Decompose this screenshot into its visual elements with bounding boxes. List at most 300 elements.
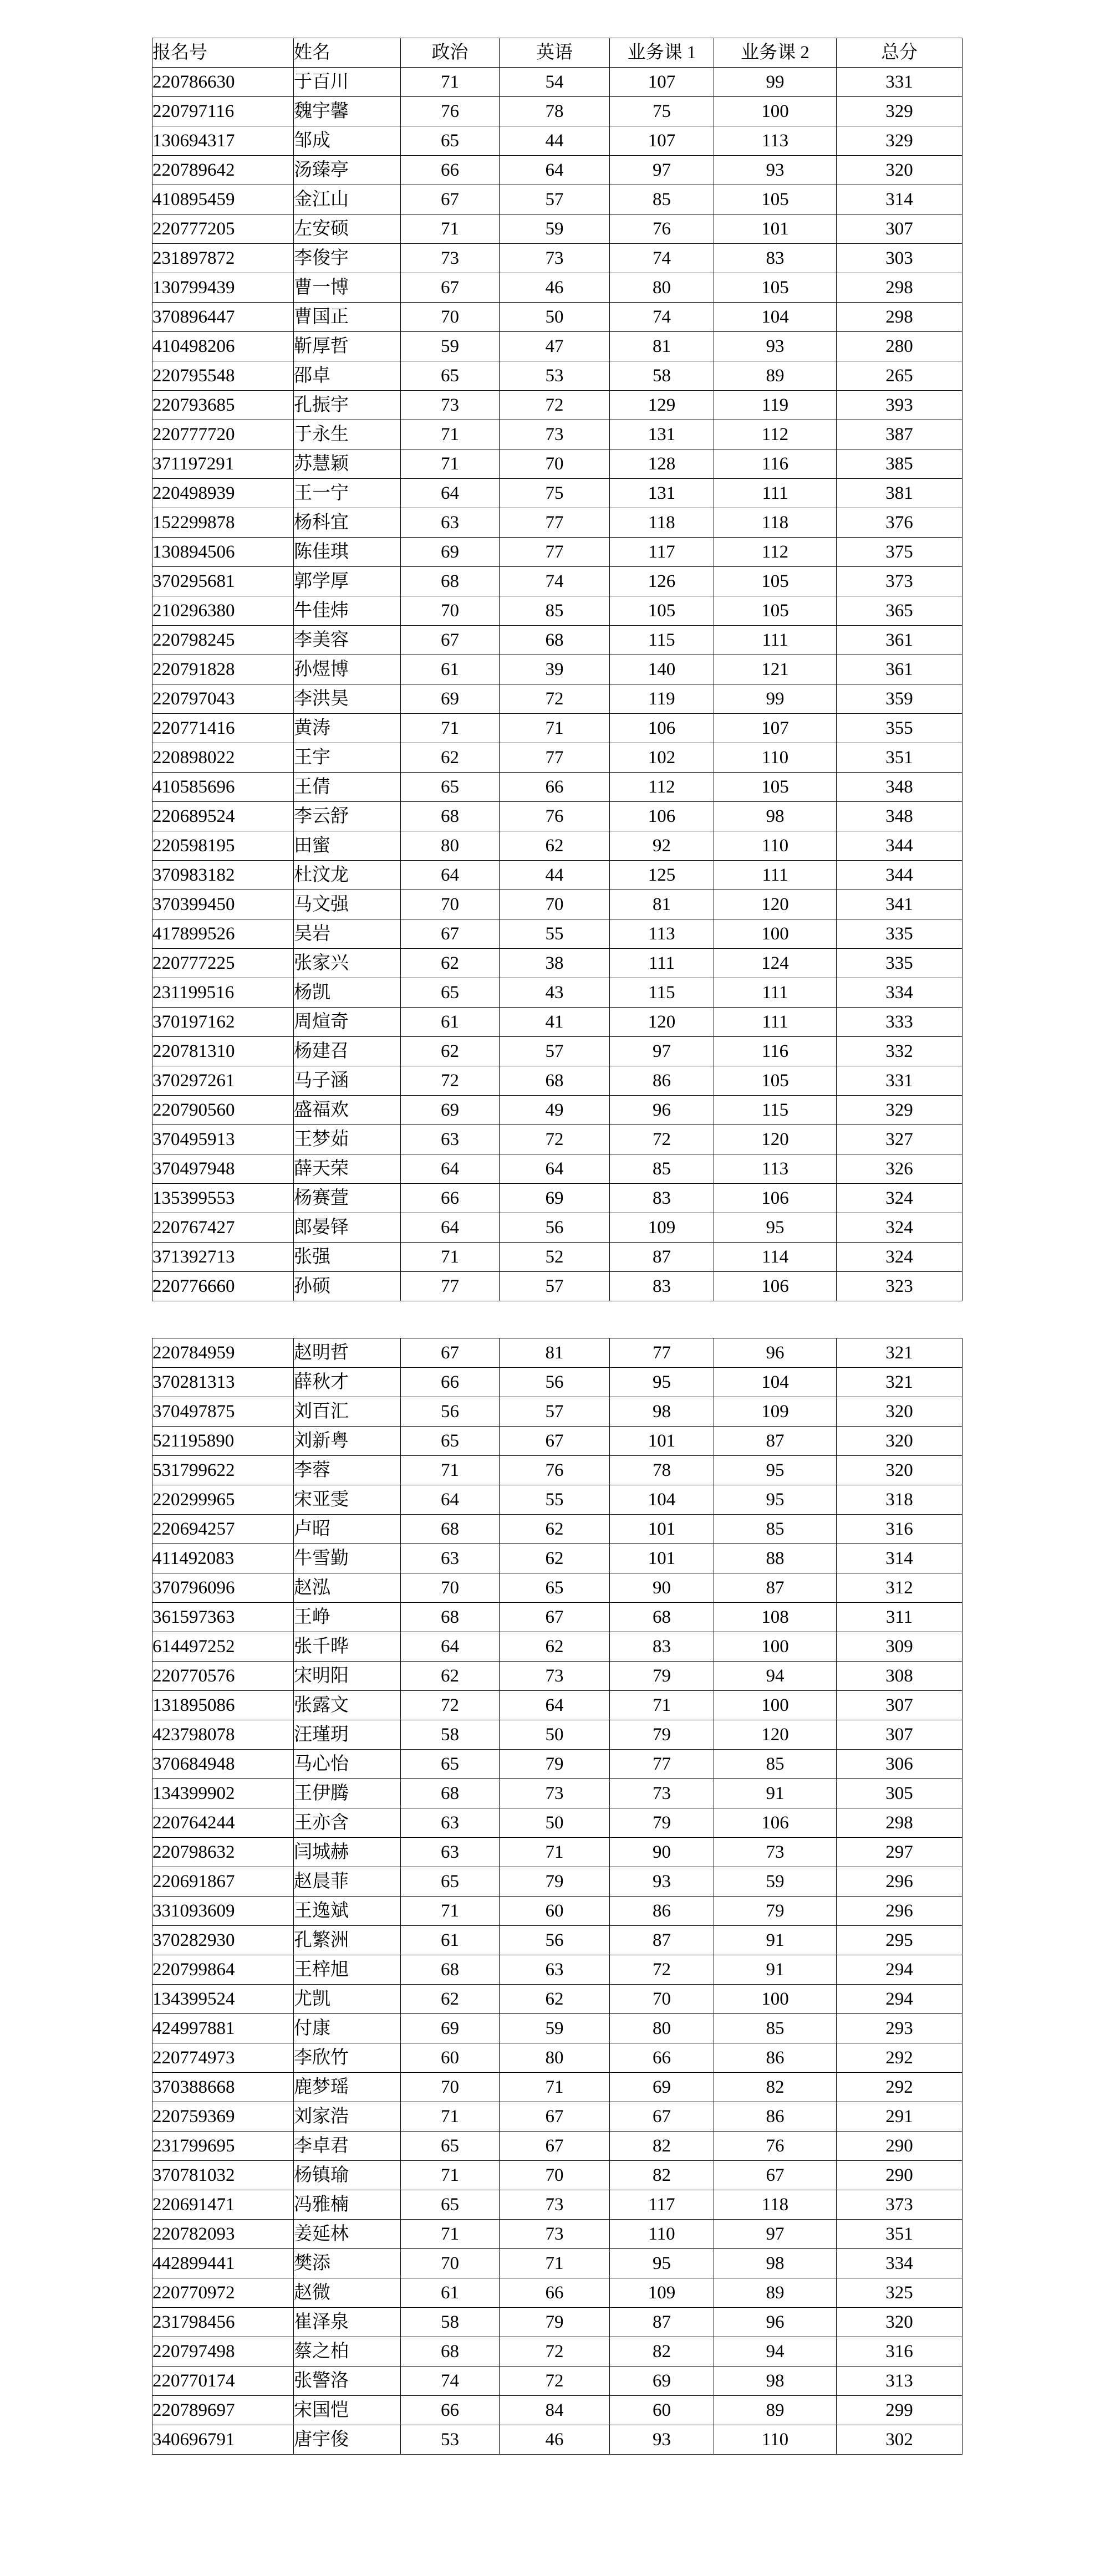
cell-course1: 82 xyxy=(610,2337,714,2367)
cell-politics: 63 xyxy=(401,1838,500,1867)
cell-politics: 65 xyxy=(401,1867,500,1897)
table-row xyxy=(152,508,962,538)
cell-course2: 91 xyxy=(714,1779,837,1808)
cell-course2: 97 xyxy=(714,2220,837,2249)
cell-english: 66 xyxy=(500,773,610,802)
cell-name: 刘家浩 xyxy=(294,2102,401,2132)
cell-politics: 60 xyxy=(401,2043,500,2073)
table-row xyxy=(152,1066,962,1096)
cell-politics: 68 xyxy=(401,1955,500,1985)
cell-reg-no: 370497948 xyxy=(152,1154,294,1184)
cell-total: 307 xyxy=(837,1691,962,1720)
cell-name: 尤凯 xyxy=(294,1985,401,2014)
table-row xyxy=(152,2249,962,2278)
cell-politics: 67 xyxy=(401,919,500,949)
cell-politics: 72 xyxy=(401,1066,500,1096)
cell-course1: 111 xyxy=(610,949,714,978)
cell-english: 77 xyxy=(500,508,610,538)
cell-course2: 110 xyxy=(714,831,837,861)
cell-reg-no: 411492083 xyxy=(152,1544,294,1573)
cell-course2: 85 xyxy=(714,1750,837,1779)
table-row xyxy=(152,1243,962,1272)
cell-course1: 95 xyxy=(610,2249,714,2278)
table-row xyxy=(152,538,962,567)
table-row xyxy=(152,1154,962,1184)
cell-course1: 70 xyxy=(610,1985,714,2014)
cell-course2: 105 xyxy=(714,185,837,214)
cell-english: 65 xyxy=(500,1573,610,1603)
cell-name: 王伊腾 xyxy=(294,1779,401,1808)
cell-total: 348 xyxy=(837,773,962,802)
cell-reg-no: 210296380 xyxy=(152,596,294,626)
cell-english: 57 xyxy=(500,1397,610,1427)
cell-course1: 107 xyxy=(610,68,714,97)
table-row xyxy=(152,743,962,773)
cell-total: 331 xyxy=(837,68,962,97)
header-politics: 政治 xyxy=(401,38,500,68)
table-row xyxy=(152,156,962,185)
cell-politics: 61 xyxy=(401,2278,500,2308)
cell-politics: 64 xyxy=(401,1632,500,1662)
cell-english: 72 xyxy=(500,684,610,714)
cell-reg-no: 220797116 xyxy=(152,97,294,126)
cell-total: 344 xyxy=(837,861,962,890)
cell-english: 79 xyxy=(500,2308,610,2337)
cell-name: 马心怡 xyxy=(294,1750,401,1779)
cell-english: 62 xyxy=(500,1515,610,1544)
cell-reg-no: 220793685 xyxy=(152,391,294,420)
table-row xyxy=(152,2102,962,2132)
cell-reg-no: 331093609 xyxy=(152,1897,294,1926)
table-row xyxy=(152,2132,962,2161)
cell-course2: 109 xyxy=(714,1397,837,1427)
cell-course2: 105 xyxy=(714,773,837,802)
cell-total: 295 xyxy=(837,1926,962,1955)
cell-politics: 68 xyxy=(401,1515,500,1544)
header-course2: 业务课 2 xyxy=(714,38,837,68)
cell-course2: 93 xyxy=(714,332,837,361)
cell-reg-no: 220898022 xyxy=(152,743,294,773)
cell-course1: 87 xyxy=(610,1243,714,1272)
cell-name: 李洪昊 xyxy=(294,684,401,714)
cell-name: 王宇 xyxy=(294,743,401,773)
cell-reg-no: 370297261 xyxy=(152,1066,294,1096)
cell-course2: 100 xyxy=(714,919,837,949)
cell-name: 宋国恺 xyxy=(294,2396,401,2425)
cell-reg-no: 220789642 xyxy=(152,156,294,185)
cell-reg-no: 130894506 xyxy=(152,538,294,567)
cell-english: 67 xyxy=(500,1603,610,1632)
cell-total: 298 xyxy=(837,303,962,332)
cell-english: 64 xyxy=(500,156,610,185)
cell-course1: 96 xyxy=(610,1096,714,1125)
cell-english: 49 xyxy=(500,1096,610,1125)
cell-total: 292 xyxy=(837,2043,962,2073)
cell-course2: 89 xyxy=(714,2396,837,2425)
cell-name: 牛雪勤 xyxy=(294,1544,401,1573)
cell-course2: 99 xyxy=(714,684,837,714)
cell-course2: 100 xyxy=(714,1632,837,1662)
cell-total: 311 xyxy=(837,1603,962,1632)
cell-politics: 66 xyxy=(401,2396,500,2425)
cell-course1: 74 xyxy=(610,303,714,332)
cell-name: 马子涵 xyxy=(294,1066,401,1096)
cell-name: 李卓君 xyxy=(294,2132,401,2161)
cell-politics: 65 xyxy=(401,126,500,156)
cell-politics: 59 xyxy=(401,332,500,361)
cell-politics: 56 xyxy=(401,1397,500,1427)
cell-course1: 104 xyxy=(610,1485,714,1515)
cell-course2: 124 xyxy=(714,949,837,978)
cell-politics: 53 xyxy=(401,2425,500,2455)
cell-name: 苏慧颖 xyxy=(294,449,401,479)
cell-english: 54 xyxy=(500,68,610,97)
table-row xyxy=(152,1338,962,1368)
cell-reg-no: 220799864 xyxy=(152,1955,294,1985)
cell-politics: 61 xyxy=(401,1008,500,1037)
cell-course1: 109 xyxy=(610,2278,714,2308)
cell-politics: 70 xyxy=(401,596,500,626)
table-row xyxy=(152,1008,962,1037)
cell-total: 320 xyxy=(837,2308,962,2337)
cell-politics: 71 xyxy=(401,420,500,449)
cell-course1: 86 xyxy=(610,1897,714,1926)
header-course1: 业务课 1 xyxy=(610,38,714,68)
cell-reg-no: 361597363 xyxy=(152,1603,294,1632)
cell-course1: 112 xyxy=(610,773,714,802)
cell-total: 387 xyxy=(837,420,962,449)
cell-total: 309 xyxy=(837,1632,962,1662)
cell-reg-no: 220784959 xyxy=(152,1338,294,1368)
cell-total: 307 xyxy=(837,1720,962,1750)
cell-politics: 65 xyxy=(401,978,500,1008)
cell-course2: 87 xyxy=(714,1427,837,1456)
cell-name: 崔泽泉 xyxy=(294,2308,401,2337)
cell-course1: 120 xyxy=(610,1008,714,1037)
cell-reg-no: 220776660 xyxy=(152,1272,294,1301)
cell-total: 302 xyxy=(837,2425,962,2455)
cell-english: 44 xyxy=(500,861,610,890)
cell-course1: 87 xyxy=(610,1926,714,1955)
cell-name: 盛福欢 xyxy=(294,1096,401,1125)
cell-politics: 71 xyxy=(401,449,500,479)
cell-english: 70 xyxy=(500,890,610,919)
table-row xyxy=(152,2220,962,2249)
table-row xyxy=(152,1632,962,1662)
table-row xyxy=(152,332,962,361)
cell-name: 李蓉 xyxy=(294,1456,401,1485)
cell-english: 57 xyxy=(500,185,610,214)
cell-course2: 96 xyxy=(714,1338,837,1368)
cell-course1: 97 xyxy=(610,156,714,185)
cell-reg-no: 370684948 xyxy=(152,1750,294,1779)
table-row xyxy=(152,1515,962,1544)
cell-total: 333 xyxy=(837,1008,962,1037)
cell-course2: 100 xyxy=(714,1985,837,2014)
cell-course1: 128 xyxy=(610,449,714,479)
cell-politics: 72 xyxy=(401,1691,500,1720)
cell-reg-no: 231799695 xyxy=(152,2132,294,2161)
cell-name: 李俊宇 xyxy=(294,244,401,273)
table-row xyxy=(152,1662,962,1691)
header-row xyxy=(152,38,962,68)
cell-course1: 74 xyxy=(610,244,714,273)
cell-politics: 62 xyxy=(401,1985,500,2014)
cell-name: 薛天荣 xyxy=(294,1154,401,1184)
cell-course2: 104 xyxy=(714,1368,837,1397)
cell-english: 56 xyxy=(500,1368,610,1397)
cell-reg-no: 424997881 xyxy=(152,2014,294,2043)
cell-reg-no: 220770174 xyxy=(152,2367,294,2396)
cell-name: 张家兴 xyxy=(294,949,401,978)
cell-course2: 73 xyxy=(714,1838,837,1867)
cell-reg-no: 231798456 xyxy=(152,2308,294,2337)
cell-reg-no: 135399553 xyxy=(152,1184,294,1213)
cell-name: 王亦含 xyxy=(294,1808,401,1838)
cell-reg-no: 220691471 xyxy=(152,2190,294,2220)
cell-name: 吴岩 xyxy=(294,919,401,949)
cell-english: 84 xyxy=(500,2396,610,2425)
cell-reg-no: 220798245 xyxy=(152,626,294,655)
cell-name: 于百川 xyxy=(294,68,401,97)
cell-name: 杨科宜 xyxy=(294,508,401,538)
cell-politics: 64 xyxy=(401,1213,500,1243)
table-row xyxy=(152,303,962,332)
cell-reg-no: 370282930 xyxy=(152,1926,294,1955)
cell-english: 57 xyxy=(500,1272,610,1301)
cell-politics: 70 xyxy=(401,303,500,332)
cell-name: 孔振宇 xyxy=(294,391,401,420)
cell-name: 杨镇瑜 xyxy=(294,2161,401,2190)
cell-politics: 66 xyxy=(401,1368,500,1397)
cell-reg-no: 220797043 xyxy=(152,684,294,714)
cell-course1: 106 xyxy=(610,714,714,743)
cell-english: 56 xyxy=(500,1926,610,1955)
cell-course2: 76 xyxy=(714,2132,837,2161)
cell-course1: 118 xyxy=(610,508,714,538)
cell-politics: 67 xyxy=(401,273,500,303)
cell-total: 335 xyxy=(837,919,962,949)
table-row xyxy=(152,1368,962,1397)
cell-reg-no: 220299965 xyxy=(152,1485,294,1515)
cell-total: 335 xyxy=(837,949,962,978)
cell-politics: 63 xyxy=(401,1808,500,1838)
cell-reg-no: 134399524 xyxy=(152,1985,294,2014)
cell-total: 306 xyxy=(837,1750,962,1779)
cell-reg-no: 410585696 xyxy=(152,773,294,802)
table-row xyxy=(152,1125,962,1154)
cell-english: 62 xyxy=(500,1632,610,1662)
cell-english: 80 xyxy=(500,2043,610,2073)
table-row xyxy=(152,1867,962,1897)
table-row xyxy=(152,1485,962,1515)
table-row xyxy=(152,684,962,714)
cell-english: 81 xyxy=(500,1338,610,1368)
cell-total: 341 xyxy=(837,890,962,919)
cell-course2: 91 xyxy=(714,1926,837,1955)
cell-course1: 75 xyxy=(610,97,714,126)
cell-course1: 140 xyxy=(610,655,714,684)
cell-name: 王逸斌 xyxy=(294,1897,401,1926)
table-row xyxy=(152,1427,962,1456)
cell-reg-no: 220777720 xyxy=(152,420,294,449)
cell-course2: 113 xyxy=(714,1154,837,1184)
cell-reg-no: 220767427 xyxy=(152,1213,294,1243)
table-row xyxy=(152,1779,962,1808)
cell-course2: 89 xyxy=(714,361,837,391)
cell-total: 316 xyxy=(837,1515,962,1544)
table-row xyxy=(152,949,962,978)
cell-name: 唐宇俊 xyxy=(294,2425,401,2455)
cell-reg-no: 220786630 xyxy=(152,68,294,97)
cell-reg-no: 370197162 xyxy=(152,1008,294,1037)
cell-english: 55 xyxy=(500,919,610,949)
cell-english: 70 xyxy=(500,449,610,479)
cell-english: 46 xyxy=(500,2425,610,2455)
table-row xyxy=(152,1544,962,1573)
table-row xyxy=(152,626,962,655)
cell-course2: 105 xyxy=(714,273,837,303)
cell-reg-no: 423798078 xyxy=(152,1720,294,1750)
cell-politics: 61 xyxy=(401,1926,500,1955)
cell-politics: 71 xyxy=(401,2102,500,2132)
cell-course1: 131 xyxy=(610,479,714,508)
table-row xyxy=(152,2190,962,2220)
cell-name: 卢昭 xyxy=(294,1515,401,1544)
cell-course2: 86 xyxy=(714,2102,837,2132)
cell-name: 李云舒 xyxy=(294,802,401,831)
table-row xyxy=(152,273,962,303)
cell-reg-no: 220770576 xyxy=(152,1662,294,1691)
cell-course2: 114 xyxy=(714,1243,837,1272)
cell-english: 59 xyxy=(500,2014,610,2043)
cell-politics: 71 xyxy=(401,1897,500,1926)
cell-english: 50 xyxy=(500,303,610,332)
cell-name: 刘百汇 xyxy=(294,1397,401,1427)
table-row xyxy=(152,391,962,420)
cell-total: 290 xyxy=(837,2161,962,2190)
cell-reg-no: 220777205 xyxy=(152,214,294,244)
cell-politics: 71 xyxy=(401,2161,500,2190)
cell-total: 355 xyxy=(837,714,962,743)
cell-total: 334 xyxy=(837,978,962,1008)
cell-politics: 68 xyxy=(401,1779,500,1808)
cell-total: 318 xyxy=(837,1485,962,1515)
cell-course2: 120 xyxy=(714,1125,837,1154)
table-row xyxy=(152,2396,962,2425)
cell-reg-no: 231199516 xyxy=(152,978,294,1008)
cell-course1: 81 xyxy=(610,890,714,919)
cell-course2: 94 xyxy=(714,1662,837,1691)
table-row xyxy=(152,1808,962,1838)
table-row xyxy=(152,2308,962,2337)
cell-name: 宋亚雯 xyxy=(294,1485,401,1515)
cell-course1: 58 xyxy=(610,361,714,391)
cell-course2: 82 xyxy=(714,2073,837,2102)
cell-total: 320 xyxy=(837,156,962,185)
cell-reg-no: 370896447 xyxy=(152,303,294,332)
cell-politics: 69 xyxy=(401,538,500,567)
cell-total: 307 xyxy=(837,214,962,244)
table-row xyxy=(152,1897,962,1926)
table-row xyxy=(152,655,962,684)
cell-politics: 62 xyxy=(401,949,500,978)
cell-politics: 73 xyxy=(401,391,500,420)
cell-politics: 73 xyxy=(401,244,500,273)
cell-total: 320 xyxy=(837,1397,962,1427)
cell-politics: 62 xyxy=(401,743,500,773)
table-row xyxy=(152,1397,962,1427)
table-row xyxy=(152,1720,962,1750)
cell-name: 王峥 xyxy=(294,1603,401,1632)
table-row xyxy=(152,861,962,890)
cell-course2: 116 xyxy=(714,1037,837,1066)
cell-course1: 131 xyxy=(610,420,714,449)
cell-politics: 62 xyxy=(401,1662,500,1691)
cell-course1: 98 xyxy=(610,1397,714,1427)
cell-politics: 63 xyxy=(401,1544,500,1573)
cell-course1: 105 xyxy=(610,596,714,626)
cell-course1: 106 xyxy=(610,802,714,831)
cell-name: 王倩 xyxy=(294,773,401,802)
cell-english: 55 xyxy=(500,1485,610,1515)
cell-course2: 106 xyxy=(714,1808,837,1838)
cell-english: 63 xyxy=(500,1955,610,1985)
cell-total: 321 xyxy=(837,1368,962,1397)
cell-name: 蔡之柏 xyxy=(294,2337,401,2367)
cell-course1: 93 xyxy=(610,2425,714,2455)
cell-english: 68 xyxy=(500,626,610,655)
table-row xyxy=(152,1750,962,1779)
cell-name: 孙煜博 xyxy=(294,655,401,684)
score-table-1 xyxy=(152,38,962,1301)
cell-name: 赵微 xyxy=(294,2278,401,2308)
cell-course1: 82 xyxy=(610,2161,714,2190)
cell-name: 姜延林 xyxy=(294,2220,401,2249)
cell-reg-no: 410895459 xyxy=(152,185,294,214)
cell-course2: 89 xyxy=(714,2278,837,2308)
cell-total: 393 xyxy=(837,391,962,420)
cell-reg-no: 370388668 xyxy=(152,2073,294,2102)
cell-english: 66 xyxy=(500,2278,610,2308)
table-row xyxy=(152,890,962,919)
cell-reg-no: 410498206 xyxy=(152,332,294,361)
cell-politics: 77 xyxy=(401,1272,500,1301)
table-row xyxy=(152,567,962,596)
cell-total: 326 xyxy=(837,1154,962,1184)
cell-name: 杨凯 xyxy=(294,978,401,1008)
cell-reg-no: 220795548 xyxy=(152,361,294,391)
table-row xyxy=(152,1184,962,1213)
cell-english: 73 xyxy=(500,420,610,449)
cell-politics: 71 xyxy=(401,1456,500,1485)
cell-course2: 85 xyxy=(714,2014,837,2043)
table-row xyxy=(152,126,962,156)
cell-course1: 126 xyxy=(610,567,714,596)
cell-name: 马文强 xyxy=(294,890,401,919)
cell-course1: 90 xyxy=(610,1838,714,1867)
cell-english: 74 xyxy=(500,567,610,596)
cell-reg-no: 370796096 xyxy=(152,1573,294,1603)
table-row xyxy=(152,1838,962,1867)
cell-total: 297 xyxy=(837,1838,962,1867)
cell-english: 77 xyxy=(500,538,610,567)
cell-course2: 91 xyxy=(714,1955,837,1985)
cell-course1: 80 xyxy=(610,273,714,303)
cell-total: 303 xyxy=(837,244,962,273)
cell-name: 张强 xyxy=(294,1243,401,1272)
cell-english: 52 xyxy=(500,1243,610,1272)
